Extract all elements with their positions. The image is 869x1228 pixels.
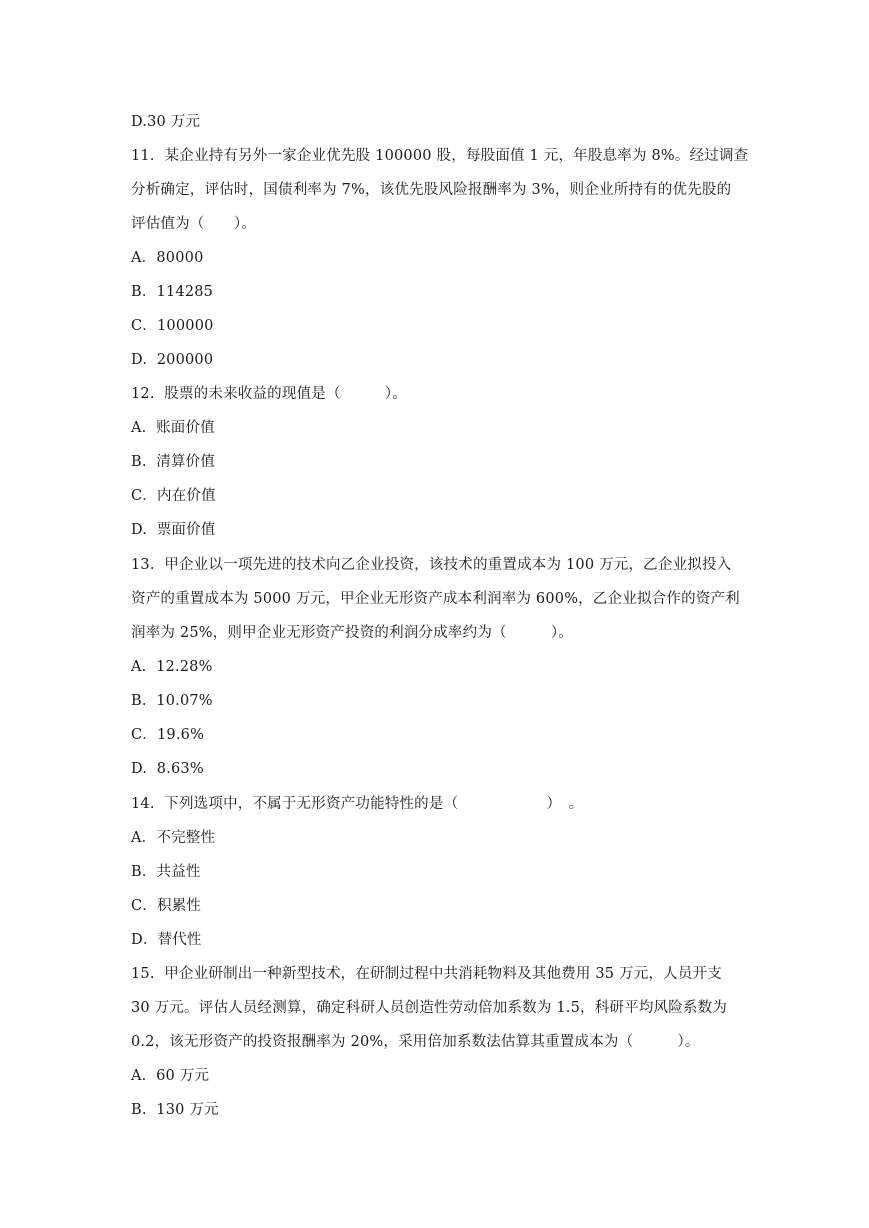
- option-a-q12: A. 账面价值: [131, 420, 215, 436]
- question-14: 14. 下列选项中，不属于无形资产功能特性的是（ ） 。: [131, 796, 584, 812]
- question-13-line-2: 资产的重置成本为 5000 万元，甲企业无形资产成本利润率为 600%，乙企业拟合作的资产利: [131, 591, 740, 607]
- option-d-q11: D. 200000: [131, 352, 214, 368]
- option-b-q12: B. 清算价值: [131, 454, 216, 470]
- option-b-q11: B．114285: [131, 284, 214, 300]
- question-11-line-3: 评估值为（ ）。: [131, 216, 257, 232]
- question-15-line-3: 0.2，该无形资产的投资报酬率为 20%，采用倍加系数法估算其重置成本为（ ）。: [131, 1034, 700, 1050]
- question-13-line-1: 13. 甲企业以一项先进的技术向乙企业投资，该技术的重置成本为 100 万元，乙企业拟投入: [131, 557, 732, 573]
- option-c-q11: C．100000: [131, 318, 214, 334]
- question-15-line-1: 15. 甲企业研制出一种新型技术，在研制过程中共消耗物料及其他费用 35 万元，人员开支: [131, 966, 722, 982]
- question-12: 12. 股票的未来收益的现值是（ ）。: [131, 386, 407, 402]
- option-d-q13: D. 8.63%: [131, 761, 204, 777]
- option-d-q14: D．替代性: [131, 932, 202, 948]
- option-b-q14: B．共益性: [131, 864, 201, 880]
- option-c-q12: C．内在价值: [131, 488, 216, 504]
- option-d-q10: D.30 万元: [131, 114, 201, 130]
- option-b-q15: B. 130 万元: [131, 1102, 219, 1118]
- option-d-q12: D. 票面价值: [131, 522, 216, 538]
- question-13-line-3: 润率为 25%，则甲企业无形资产投资的利润分成率约为（ ）。: [131, 625, 573, 641]
- option-a-q15: A. 60 万元: [131, 1068, 210, 1084]
- question-11-line-1: 11．某企业持有另外一家企业优先股 100000 股，每股面值 1 元，年股息率为 8%。经过调查: [131, 148, 749, 164]
- option-a-q11: A．80000: [131, 250, 204, 266]
- option-a-q13: A. 12.28%: [131, 659, 213, 675]
- option-c-q13: C．19.6%: [131, 727, 205, 743]
- question-11-line-2: 分析确定，评估时，国债利率为 7%，该优先股风险报酬率为 3%，则企业所持有的优先股的: [131, 182, 732, 198]
- option-a-q14: A．不完整性: [131, 830, 216, 846]
- option-b-q13: B. 10.07%: [131, 693, 213, 709]
- option-c-q14: C．积累性: [131, 898, 202, 914]
- question-15-line-2: 30 万元。评估人员经测算，确定科研人员创造性劳动倍加系数为 1.5，科研平均风险系数为: [131, 1000, 728, 1016]
